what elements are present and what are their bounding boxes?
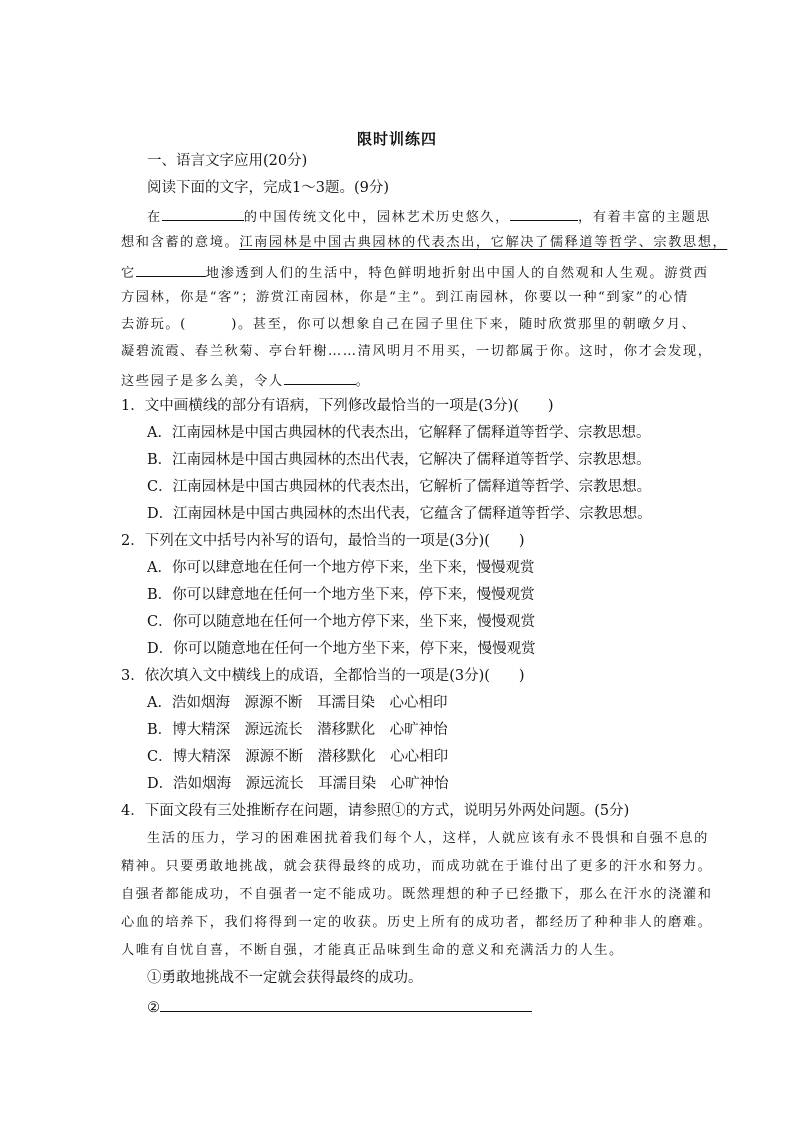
passage-line-4: 方园林，你是“客”；游赏江南园林，你是“主”。到江南园林，你要以一种“到家”的心情 [121,290,689,305]
section-instruction: 阅读下面的文字，完成1～3题。(9分) [147,180,389,196]
question-1-option-c[interactable]: C．江南园林是中国古典园林的代表杰出，它解析了儒释道等哲学、宗教思想。 [147,479,652,495]
passage-line-7: 这些园子是多么美，令人 。 [121,370,370,391]
question-1-option-b[interactable]: B．江南园林是中国古典园林的杰出代表，它解决了儒释道等哲学、宗教思想。 [147,452,651,468]
question-1-stem: 1．文中画横线的部分有语病，下列修改最恰当的一项是(3分)( ) [121,398,554,414]
q4-passage-line-4: 心血的培养下，我们将得到一定的收获。历史上所有的成功者，都经历了种种非人的磨难。 [121,915,713,930]
passage-line-6: 凝碧流霞、春兰秋菊、亭台轩榭……清风明月不用买，一切都属于你。这时，你才会发现， [121,344,713,359]
question-3-stem: 3．依次填入文中横线上的成语，全都恰当的一项是(3分)( ) [121,668,525,684]
passage-line-3: 它 地渗透到人们的生活中，特色鲜明地折射出中国人的自然观和人生观。游赏西 [121,262,709,283]
answer-2-line[interactable] [160,997,532,1012]
question-2-stem: 2．下列在文中括号内补写的语句，最恰当的一项是(3分)( ) [121,533,525,549]
passage-line-5: 去游玩。( )。甚至，你可以想象自己在园子里住下来，随时欣赏那里的朝暾夕月、 [121,317,697,332]
q4-answer-2: ② [147,997,532,1017]
question-3-option-a[interactable]: A．浩如烟海 源源不断 耳濡目染 心心相印 [147,695,448,711]
fill-blank-1[interactable] [162,206,244,221]
question-2-option-a[interactable]: A．你可以肆意地在任何一个地方停下来，坐下来，慢慢观赏 [147,560,535,576]
question-3-option-b[interactable]: B．博大精深 源远流长 潜移默化 心旷神怡 [147,722,448,738]
page-title: 限时训练四 [356,130,437,148]
question-1-option-d[interactable]: D．江南园林是中国古典园林的杰出代表，它蕴含了儒释道等哲学、宗教思想。 [147,506,652,522]
question-1-option-a[interactable]: A．江南园林是中国古典园林的代表杰出，它解释了儒释道等哲学、宗教思想。 [147,425,651,441]
q4-passage-line-1: 生活的压力，学习的困难困扰着我们每个人，这样，人就应该有永不畏惧和自强不息的 [147,831,709,846]
question-2-option-c[interactable]: C．你可以随意地在任何一个地方停下来，坐下来，慢慢观赏 [147,614,536,630]
question-3-option-c[interactable]: C．博大精深 源源不断 潜移默化 心心相印 [147,749,449,765]
passage-line-2: 想和含蓄的意境。江南园林是中国古典园林的代表杰出，它解决了儒释道等哲学、宗教思想， [121,235,728,250]
question-2-option-d[interactable]: D．你可以随意地在任何一个地方坐下来，停下来，慢慢观赏 [147,641,536,657]
underlined-sentence: 江南园林是中国古典园林的代表杰出，它解决了儒释道等哲学、宗教思想， [239,235,728,250]
fill-blank-4[interactable] [284,370,356,385]
question-4-stem: 4．下面文段有三处推断存在问题，请参照①的方式，说明另外两处问题。(5分) [121,803,630,819]
q4-passage-line-3: 自强者都能成功，不自强者一定不能成功。既然理想的种子已经撒下，那么在汗水的浇灌和 [121,887,713,902]
q4-answer-1: ①勇敢地挑战不一定就会获得最终的成功。 [147,970,423,986]
q4-passage-line-5: 人唯有自忧自喜，不断自强，才能真正品味到生命的意义和充满活力的人生。 [121,943,624,958]
q4-passage-line-2: 精神。只要勇敢地挑战，就会获得最终的成功，而成功就在于谁付出了更多的汗水和努力。 [121,859,713,874]
section-heading: 一、语言文字应用(20分) [147,153,308,169]
question-2-option-b[interactable]: B．你可以肆意地在任何一个地方坐下来，停下来，慢慢观赏 [147,587,535,603]
question-3-option-d[interactable]: D．浩如烟海 源远流长 耳濡目染 心旷神怡 [147,776,449,792]
fill-blank-2[interactable] [510,206,578,221]
passage-line-1: 在 的中国传统文化中，园林艺术历史悠久， ，有着丰富的主题思 [147,206,711,227]
fill-blank-3[interactable] [136,262,206,277]
